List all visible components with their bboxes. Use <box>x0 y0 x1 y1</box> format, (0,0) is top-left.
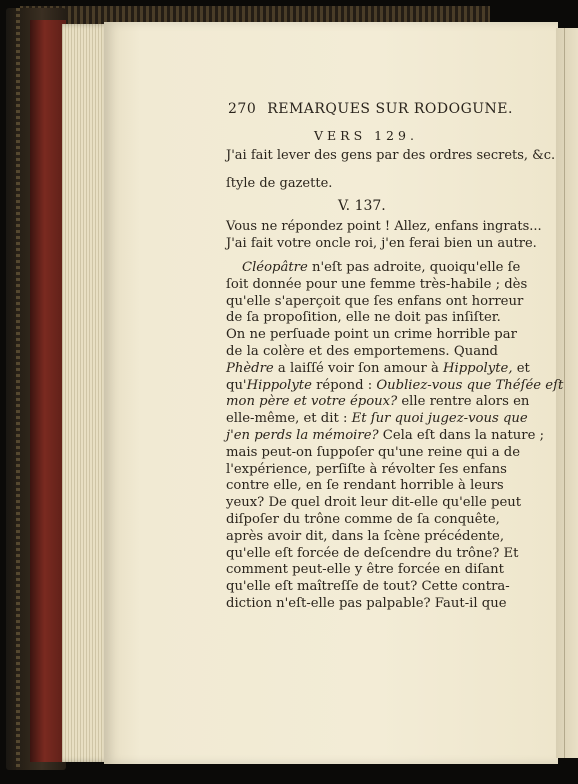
text-run: qu' <box>226 377 247 393</box>
paragraph-line <box>226 595 507 613</box>
italic-text: Oubliez-vous que Théſée eſt <box>376 377 564 393</box>
paragraph-line <box>226 461 507 479</box>
paragraph-line <box>226 327 517 344</box>
red-page-edge <box>30 20 66 762</box>
facing-page-edge <box>556 28 578 758</box>
verse-label-2: V. 137. <box>338 198 386 214</box>
italic-text: j'en perds la mémoire? <box>226 427 379 443</box>
text-run: n'eſt pas adroite, quoiqu'elle ſe <box>307 260 521 275</box>
italic-text: Cléopâtre <box>242 260 308 275</box>
paragraph-line <box>226 444 521 462</box>
paragraph-line <box>226 562 504 579</box>
text-run: qu'elle eſt maîtreſſe de tout? Cette contra- <box>226 579 510 595</box>
italic-text: Hippolyte, <box>443 360 513 376</box>
verse-line: J'ai fait votre oncle roi, j'en ferai bien un autre. <box>226 236 537 251</box>
text-run: qu'elle eſt forcée de deſcendre du trône? Et <box>226 545 519 561</box>
paragraph-line <box>226 344 498 361</box>
text-run: comment peut-elle y être forcée en diſant <box>226 562 504 578</box>
verse-line: J'ai fait lever des gens par des ordres secrets, &c. <box>226 148 556 163</box>
paragraph-line <box>226 427 545 445</box>
paragraph-line <box>226 512 498 529</box>
text-run: diction n'eſt-elle pas palpable? Faut-il que <box>226 595 507 611</box>
paragraph-line <box>226 260 521 277</box>
text-run: après avoir dit, dans la ſcène précédente, <box>226 528 505 544</box>
running-title: REMARQUES SUR RODOGUNE. <box>267 101 513 117</box>
verse-line: ſtyle de gazette. <box>226 176 333 191</box>
italic-text: mon père et votre époux? <box>226 394 398 410</box>
paragraph-line <box>226 528 505 546</box>
text-run: répond : <box>311 377 377 393</box>
page-stack-edge <box>62 24 110 762</box>
page-number: 270 <box>228 101 257 117</box>
text-run: mais peut-on ſuppoſer qu'une reine qui a de <box>226 444 521 460</box>
paragraph-line <box>226 394 530 411</box>
text-run: contre elle, en ſe rendant horrible à leurs <box>226 478 504 494</box>
italic-text: Et ſur quoi jugez-vous que <box>351 411 528 427</box>
paragraph-line <box>226 360 530 378</box>
running-header <box>228 101 513 117</box>
text-run: Cela eſt dans la nature ; <box>378 427 545 443</box>
paragraph-line <box>226 293 524 311</box>
italic-text: Hippolyte <box>246 377 312 393</box>
text-run: de la colère et des emportemens. Quand <box>226 343 498 359</box>
paragraph-line <box>226 411 528 428</box>
text-run: elle-même, et dit : <box>226 411 352 427</box>
verse-label-1: VERS 129. <box>314 128 418 143</box>
paragraph-line <box>226 579 510 596</box>
text-run: et <box>512 360 530 376</box>
text-run: l'expérience, perſiſte à révolter ſes enfans <box>226 461 507 477</box>
italic-text: Phèdre <box>226 360 274 376</box>
text-run: diſpoſer du trône comme de ſa conquête, <box>226 511 500 527</box>
paragraph-line <box>226 310 501 327</box>
text-run: de ſa propoſition, elle ne doit pas inſiſter. <box>226 310 501 326</box>
text-run: yeux? De quel droit leur dit-elle qu'elle peut <box>226 495 522 511</box>
text-run: a laiſſé voir ſon amour à <box>273 360 443 376</box>
text-run: qu'elle s'aperçoit que ſes enfans ont horreur <box>226 293 524 309</box>
commentary-paragraph <box>226 260 564 613</box>
verse-line: Vous ne répondez point ! Allez, enfans ingrats... <box>226 219 542 234</box>
text-run: elle rentre alors en <box>397 394 530 410</box>
paragraph-line <box>226 545 519 563</box>
text-run: ſoit donnée pour une femme très-habile ; dès <box>226 276 528 292</box>
text-run: On ne perſuade point un crime horrible par <box>226 327 517 343</box>
paragraph-line <box>226 495 522 512</box>
paragraph-line <box>226 377 564 395</box>
paragraph-line <box>226 276 528 294</box>
paragraph-line <box>226 478 504 495</box>
